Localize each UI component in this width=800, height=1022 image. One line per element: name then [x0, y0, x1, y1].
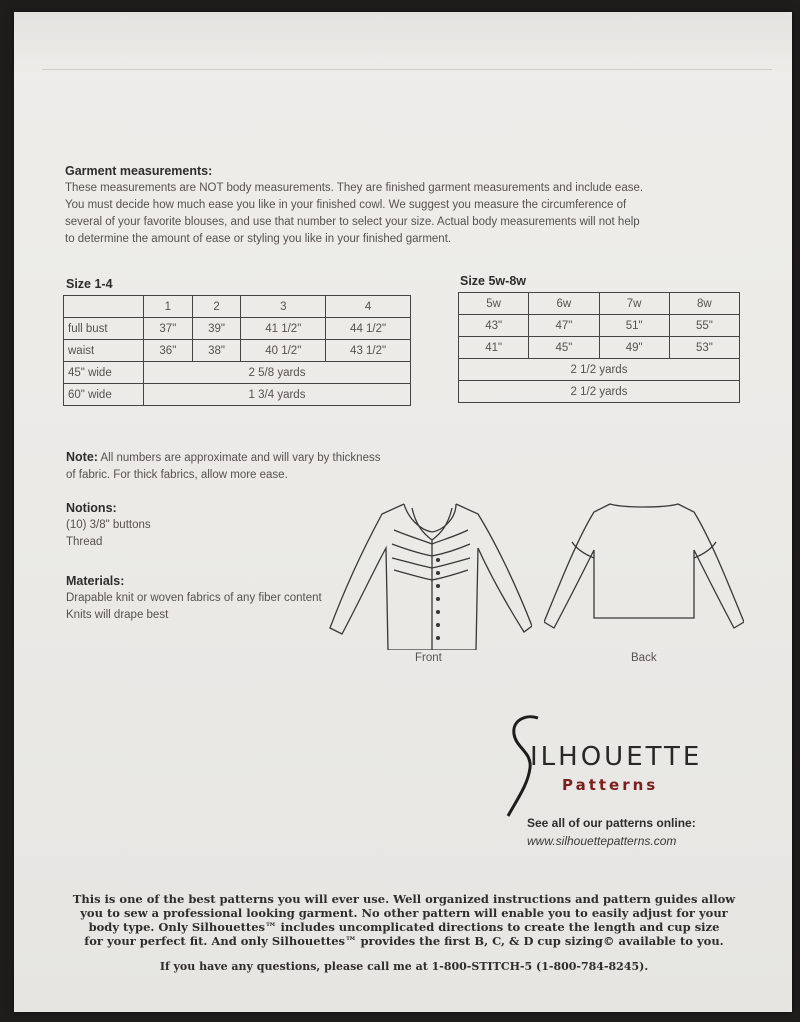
- table-cell: 41 1/2": [241, 318, 326, 340]
- table-cell: 44 1/2": [326, 318, 411, 340]
- table-header-cell: 5w: [459, 293, 529, 315]
- note-text: of fabric. For thick fabrics, allow more ease.: [66, 469, 288, 481]
- table-header-cell: 7w: [599, 293, 669, 315]
- note-block: [66, 449, 446, 484]
- table-row: [459, 381, 740, 403]
- back-label: Back: [631, 652, 657, 664]
- table-header-cell: 2: [192, 296, 241, 318]
- table-cell: 36": [144, 340, 193, 362]
- yardage-cell: 2 1/2 yards: [459, 381, 740, 403]
- table-cell: [64, 296, 144, 318]
- measurements-line: to determine the amount of ease or styling you like in your finished garment.: [65, 233, 452, 245]
- logo-subtitle: Patterns: [562, 776, 659, 794]
- size-5w-8w-table: [458, 292, 740, 403]
- table-row: [459, 315, 740, 337]
- footer-line: for your perfect fit. And only Silhouettes™ provides the first B, C, & D cup sizing© available to you.: [84, 934, 724, 948]
- footer-contact: If you have any questions, please call me at 1-800-STITCH-5 (1-800-784-8245).: [159, 960, 649, 973]
- table-cell: 49": [599, 337, 669, 359]
- table-row: [64, 318, 411, 340]
- back-shirt-icon: [544, 498, 744, 648]
- garment-measurements-heading: Garment measurements:: [65, 164, 213, 178]
- front-garment-drawing: [328, 500, 532, 650]
- list-item: (10) 3/8" buttons: [66, 519, 151, 531]
- table-cell: 51": [599, 315, 669, 337]
- footer-line: you to sew a professional looking garment. No other pattern will enable you to easily adjust for your: [80, 906, 728, 920]
- list-item: Knits will drape best: [66, 609, 169, 621]
- notions-list: [66, 517, 151, 551]
- table-row: [64, 384, 411, 406]
- front-label: Front: [415, 652, 442, 664]
- table-cell: 45": [529, 337, 599, 359]
- table-row: [64, 362, 411, 384]
- footer-line: body type. Only Silhouettes™ includes uncomplicated directions to create the length and cup size: [88, 920, 720, 934]
- table-header-cell: 6w: [529, 293, 599, 315]
- table-cell: 47": [529, 315, 599, 337]
- note-text: All numbers are approximate and will vary by thickness: [97, 452, 381, 464]
- list-item: Thread: [66, 536, 103, 548]
- row-label: waist: [64, 340, 144, 362]
- row-label: 45" wide: [64, 362, 144, 384]
- yardage-cell: 2 1/2 yards: [459, 359, 740, 381]
- garment-measurements-text: [65, 180, 755, 248]
- table-cell: 40 1/2": [241, 340, 326, 362]
- table-cell: 41": [459, 337, 529, 359]
- silhouette-logo: [504, 712, 734, 822]
- table-header-cell: 3: [241, 296, 326, 318]
- table-cell: 43 1/2": [326, 340, 411, 362]
- table-header-cell: 8w: [669, 293, 739, 315]
- pattern-envelope: [14, 12, 792, 1012]
- note-label: Note:: [66, 450, 98, 464]
- footer-line: This is one of the best patterns you will ever use. Well organized instructions and pattern guides allow: [72, 892, 736, 906]
- measurements-line: These measurements are NOT body measurements. They are finished garment measurements and include ease.: [65, 182, 644, 194]
- logo-name: ILHOUETTE: [530, 742, 703, 772]
- table-row: [459, 337, 740, 359]
- materials-heading: Materials:: [66, 574, 125, 588]
- table-cell: 39": [192, 318, 241, 340]
- table-header-cell: 4: [326, 296, 411, 318]
- back-garment-drawing: [544, 498, 744, 648]
- measurements-line: You must decide how much ease you like in your finished cowl. We suggest you measure the circumference of: [65, 199, 627, 211]
- row-label: 60" wide: [64, 384, 144, 406]
- table-cell: 38": [192, 340, 241, 362]
- table-cell: 37": [144, 318, 193, 340]
- size-1-4-title: Size 1-4: [66, 277, 113, 291]
- front-shirt-icon: [328, 500, 532, 650]
- table-cell: 53": [669, 337, 739, 359]
- yardage-cell: 2 5/8 yards: [144, 362, 411, 384]
- table-header-cell: 1: [144, 296, 193, 318]
- list-item: Drapable knit or woven fabrics of any fiber content: [66, 592, 322, 604]
- table-row: [459, 293, 740, 315]
- table-cell: 55": [669, 315, 739, 337]
- notions-heading: Notions:: [66, 501, 117, 515]
- table-row: [64, 296, 411, 318]
- table-row: [64, 340, 411, 362]
- footer-blurb: [54, 892, 754, 948]
- website-url[interactable]: www.silhouettepatterns.com: [527, 834, 677, 848]
- measurements-line: several of your favorite blouses, and use that number to select your size. Actual body measurements will not help: [65, 216, 640, 228]
- website-cta: See all of our patterns online:: [527, 816, 696, 830]
- yardage-cell: 1 3/4 yards: [144, 384, 411, 406]
- table-row: [459, 359, 740, 381]
- size-1-4-table: [63, 295, 411, 406]
- size-5w-8w-title: Size 5w-8w: [460, 274, 526, 288]
- materials-list: [66, 590, 322, 624]
- row-label: full bust: [64, 318, 144, 340]
- table-cell: 43": [459, 315, 529, 337]
